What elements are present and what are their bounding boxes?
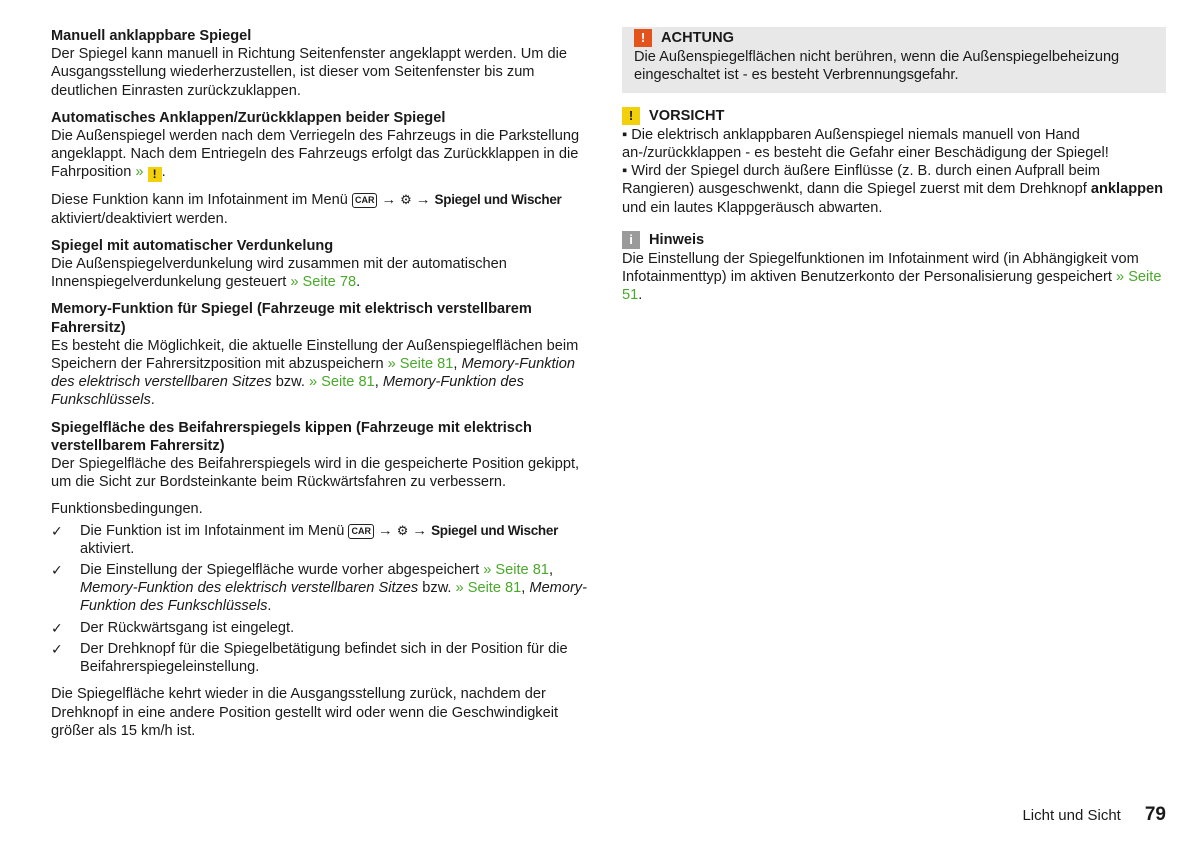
list-item: ✓ Der Rückwärtsgang ist eingelegt.	[51, 619, 295, 636]
section-auto-fold	[51, 109, 591, 183]
section-heading: Spiegel mit automatischer Verdunkelung	[51, 237, 334, 254]
warning-link[interactable]: »	[135, 164, 144, 181]
page-link[interactable]: » Seite 81	[483, 562, 549, 579]
conditions-label: Funktionsbedingungen.	[51, 501, 203, 518]
section-text: Der Spiegel kann manuell in Richtung Seitenfenster angeklappt werden. Um die Ausgangsstellung wiederherzustellen, ist dieser vom Seitenfenster bis zum deutlichen Einrasten zurückzuklappen.	[51, 46, 567, 99]
page-link[interactable]: » Seite 81	[387, 356, 454, 373]
warning-icon: !	[148, 167, 162, 182]
page-link[interactable]: » Seite 51	[622, 269, 1162, 304]
notice-title: Hinweis	[649, 231, 705, 248]
menu-item-label: Spiegel und Wischer	[431, 522, 559, 538]
right-column	[622, 27, 1166, 319]
section-heading: Manuell anklappbare Spiegel	[51, 28, 252, 44]
section-title: Licht und Sicht	[1022, 807, 1121, 824]
achtung-box	[622, 27, 1166, 93]
page-link[interactable]: » Seite 81	[308, 374, 375, 391]
list-item: ✓ Der Drehknopf für die Spiegelbetätigung befindet sich in der Position für die Beifahrerspiegeleinstellung.	[51, 640, 568, 676]
notice-text: ▪ Die elektrisch anklappbaren Außenspiegel niemals manuell von Hand an-/zurückklappen - es besteht die Gefahr einer Beschädigung der Spiegel!	[622, 126, 1109, 162]
section-auto-dimming	[51, 237, 591, 292]
section-passenger-mirror-tilt	[51, 419, 591, 492]
list-item: ✓ Die Funktion ist im Infotainment im Menü CAR → ⚙ → Spiegel und Wischer aktiviert.	[51, 522, 559, 557]
page-link[interactable]: » Seite 81	[455, 580, 522, 597]
page-number: 79	[1144, 804, 1166, 825]
hinweis-box	[622, 231, 1166, 305]
caution-icon: !	[622, 107, 640, 125]
settings-gear-icon: ⚙	[400, 192, 412, 208]
closing-paragraph: Die Spiegelfläche kehrt wieder in die Ausgangsstellung zurück, nachdem der Drehknopf in eine andere Position gestellt wird oder wenn die Geschwindigkeit größer als 15 km/h ist.	[51, 686, 559, 739]
car-button-icon: CAR	[348, 524, 374, 539]
settings-gear-icon: ⚙	[396, 522, 409, 538]
list-item: ✓ Die Einstellung der Spiegelfläche wurde vorher abgespeichert » Seite 81, Memory-Funktion des elektrisch verstellbaren Sitzes bzw. » Seite 81, Memory-Funktion des Funkschlüssels.	[51, 562, 587, 615]
notice-title: VORSICHT	[649, 107, 725, 124]
section-text: Die Außenspiegelverdunkelung wird zusammen mit der automatischen Innenspiegelverdunkelung gesteuert » Seite 78.	[51, 256, 507, 291]
check-icon: ✓	[51, 562, 63, 579]
check-icon: ✓	[51, 522, 63, 539]
left-column	[51, 27, 591, 740]
conditions-list	[51, 522, 591, 677]
section-infotainment-setting	[51, 191, 591, 227]
arrow-icon: →	[412, 522, 428, 539]
section-text: Der Spiegelfläche des Beifahrerspiegels wird in die gespeicherte Position gekippt, um die Sicht zur Bordsteinkante beim Rückwärtsfahren zu verbessern.	[51, 456, 580, 491]
section-heading: Automatisches Anklappen/Zurückklappen beider Spiegel	[51, 109, 446, 126]
arrow-icon: →	[381, 192, 397, 209]
page-footer	[1022, 804, 1166, 826]
notice-header	[634, 29, 1154, 47]
section-heading: Spiegelfläche des Beifahrerspiegels kippen (Fahrzeuge mit elektrisch verstellbarem Fahrersitz)	[51, 419, 532, 454]
vorsicht-box	[622, 107, 1166, 217]
notice-title: ACHTUNG	[661, 30, 734, 46]
section-heading: Memory-Funktion für Spiegel (Fahrzeuge mit elektrisch verstellbarem Fahrersitz)	[51, 301, 532, 336]
section-text: Diese Funktion kann im Infotainment im Menü CAR → ⚙ → Spiegel und Wischer aktiviert/deaktiviert werden.	[51, 192, 562, 227]
notice-header	[622, 231, 1166, 249]
arrow-icon: →	[378, 522, 393, 539]
check-icon: ✓	[51, 640, 63, 657]
danger-icon: !	[634, 29, 652, 47]
section-text: Die Außenspiegel werden nach dem Verriegeln des Fahrzeugs in die Parkstellung angeklappt. Nach dem Entriegeln des Fahrzeugs erfolgt das Zurückklappen in die Fahrposition » ! .	[51, 128, 580, 182]
section-manual-fold	[51, 27, 591, 100]
check-icon: ✓	[51, 619, 63, 636]
page-link[interactable]: » Seite 78	[290, 274, 357, 291]
arrow-icon: →	[415, 192, 431, 209]
notice-header	[622, 107, 1166, 125]
notice-text: Die Einstellung der Spiegelfunktionen im Infotainment wird (in Abhängigkeit vom Infotainmenttyp) im aktiven Benutzerkonto der Personalisierung gespeichert » Seite 51.	[622, 251, 1162, 304]
section-text: Es besteht die Möglichkeit, die aktuelle Einstellung der Außenspiegelflächen beim Speichern der Fahrersitzposition mit abzuspeichern » Seite 81, Memory-Funktion des elektrisch verstellbaren Sitzes bzw. » Seite 81, Memory-Funktion des Funkschlüssels.	[51, 337, 579, 409]
notice-text: Die Außenspiegelflächen nicht berühren, wenn die Außenspiegelbeheizung eingeschaltet ist - es besteht Verbrennungsgefahr.	[634, 49, 1120, 84]
menu-item-label: Spiegel und Wischer	[434, 192, 562, 208]
car-button-icon: CAR	[352, 193, 378, 208]
info-icon: i	[622, 231, 640, 249]
section-memory-function	[51, 300, 591, 409]
notice-text: ▪ Wird der Spiegel durch äußere Einflüsse (z. B. durch einen Aufprall beim Rangieren) ausgeschwenkt, dann die Spiegel zuerst mit dem Drehknopf anklappen und ein lautes Klappgeräusch abwarten.	[622, 163, 1164, 216]
